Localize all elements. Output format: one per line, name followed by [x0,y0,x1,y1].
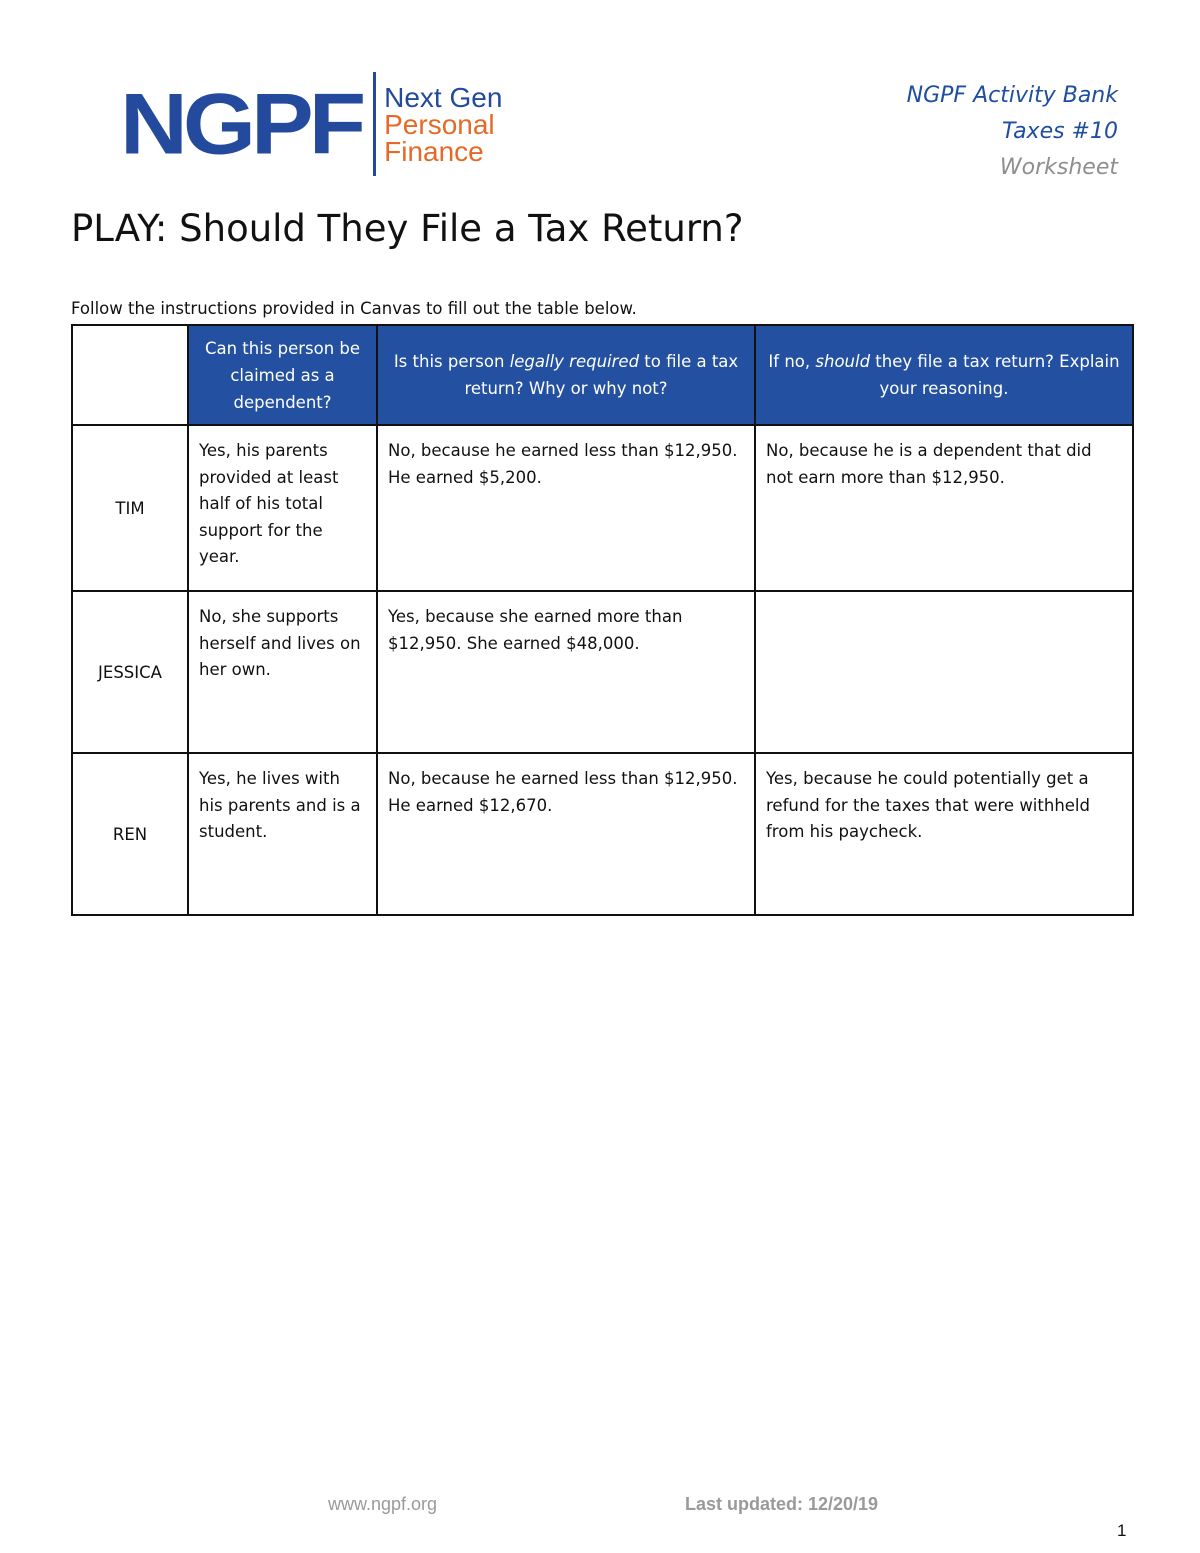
header-col3-prefix: If no, [768,352,816,371]
footer-last-updated: Last updated: 12/20/19 [685,1494,879,1514]
logo-wordmark [384,81,503,167]
table-row-ren [72,753,1133,915]
row-name: REN [72,753,188,915]
should-file-cell: Yes, because he could potentially get a refund for the taxes that were withheld from his paycheck. [755,753,1133,915]
header-col3-suffix: they file a tax return? Explain your reasoning. [870,352,1120,398]
dependent-cell: No, she supports herself and lives on her own. [188,591,377,753]
table-row-jessica [72,591,1133,753]
row-name: JESSICA [72,591,188,753]
header-dependent-text: Can this person be claimed as a dependent? [204,338,361,412]
document-type: Worksheet [999,155,1118,180]
tax-return-table [71,324,1134,916]
required-cell: No, because he earned less than $12,950. He earned $12,670. [377,753,755,915]
table-row-tim [72,425,1133,591]
logo-line-3: Finance [384,135,484,167]
activity-bank-label: NGPF Activity Bank [906,83,1118,108]
row-name: TIM [72,425,188,591]
should-file-cell: No, because he is a dependent that did not earn more than $12,950. [755,425,1133,591]
header-col2-prefix: Is this person [393,352,510,371]
logo-mark: NGPF [120,75,362,172]
page-number: 1 [1117,1521,1127,1540]
footer-url[interactable]: www.ngpf.org [328,1494,438,1514]
required-cell: No, because he earned less than $12,950. He earned $5,200. [377,425,755,591]
logo-line-1: Next Gen [384,81,503,113]
header-should-file [755,325,1133,425]
header-col2-suffix: to file a tax return? Why or why not? [464,352,739,398]
header-col3-emphasis: should [815,352,871,371]
header-legally-required [377,325,755,425]
dependent-cell: Yes, his parents provided at least half of his total support for the year. [188,425,377,591]
header-dependent [188,325,377,425]
required-cell: Yes, because she earned more than $12,950. She earned $48,000. [377,591,755,753]
logo-divider [373,72,376,176]
page-title: PLAY: Should They File a Tax Return? [71,207,744,250]
header-blank-cell [72,325,188,425]
logo-line-2: Personal [384,108,495,140]
table-header-row [72,325,1133,425]
header-col2-emphasis: legally required [509,352,640,371]
dependent-cell: Yes, he lives with his parents and is a student. [188,753,377,915]
document-meta [907,78,1118,186]
should-file-cell [755,591,1133,753]
instructions-text: Follow the instructions provided in Canvas to fill out the table below. [71,299,637,318]
ngpf-logo [120,72,502,176]
activity-number: Taxes #10 [1001,119,1118,144]
